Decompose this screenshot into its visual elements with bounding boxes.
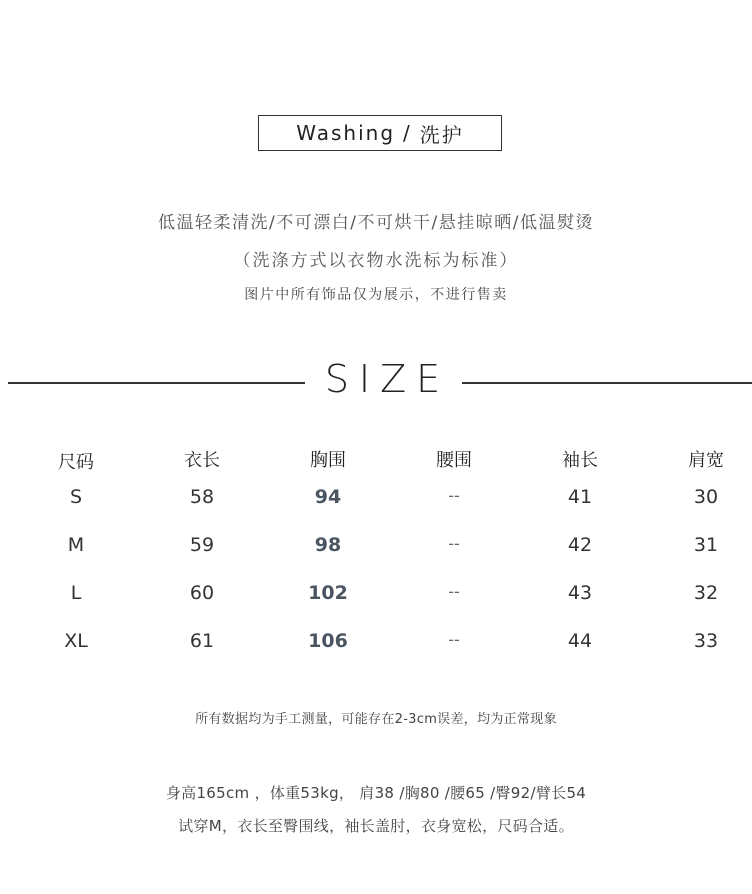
size-divider-left bbox=[8, 382, 305, 384]
washing-title-separator: / bbox=[403, 121, 412, 145]
cell-bust: 94 bbox=[314, 486, 342, 508]
measurement-note: 所有数据均为手工测量，可能存在2-3cm误差，均为正常现象 bbox=[195, 712, 557, 727]
header-shoulder: 肩宽 bbox=[688, 450, 724, 471]
cell-length: 60 bbox=[189, 582, 215, 604]
washing-title-cn: 洗护 bbox=[419, 122, 464, 147]
cell-shoulder: 32 bbox=[693, 582, 719, 604]
header-length: 衣长 bbox=[184, 450, 220, 471]
header-waist: 腰围 bbox=[436, 450, 472, 471]
fit-description: 试穿M，衣长至臀围线，袖长盖肘，衣身宽松，尺码合适。 bbox=[178, 817, 574, 835]
cell-sleeve: 42 bbox=[567, 534, 593, 556]
cell-shoulder: 30 bbox=[693, 486, 719, 508]
care-instructions: 低温轻柔清洗/不可漂白/不可烘干/悬挂晾晒/低温熨烫 bbox=[158, 213, 594, 233]
header-sleeve: 袖长 bbox=[562, 450, 598, 471]
cell-bust: 98 bbox=[314, 534, 342, 556]
cell-size: S bbox=[69, 486, 83, 508]
cell-size: XL bbox=[64, 630, 88, 652]
cell-length: 58 bbox=[189, 486, 215, 508]
table-row bbox=[0, 534, 752, 582]
header-size: 尺码 bbox=[58, 452, 94, 473]
accessory-display-note: 图片中所有饰品仅为展示，不进行售卖 bbox=[244, 287, 508, 303]
washing-title-box bbox=[258, 115, 502, 151]
size-table-header bbox=[0, 438, 752, 486]
cell-size: M bbox=[67, 534, 85, 556]
cell-sleeve: 43 bbox=[567, 582, 593, 604]
size-table bbox=[0, 438, 752, 678]
cell-bust: 102 bbox=[308, 582, 348, 604]
table-row bbox=[0, 630, 752, 678]
washing-title-en: Washing bbox=[296, 121, 396, 145]
cell-sleeve: 41 bbox=[567, 486, 593, 508]
header-bust: 胸围 bbox=[310, 450, 346, 471]
cell-shoulder: 31 bbox=[693, 534, 719, 556]
cell-length: 61 bbox=[189, 630, 215, 652]
cell-waist: -- bbox=[448, 582, 460, 601]
table-row bbox=[0, 582, 752, 630]
cell-sleeve: 44 bbox=[567, 630, 593, 652]
cell-size: L bbox=[70, 582, 82, 604]
table-row bbox=[0, 486, 752, 534]
wash-method-note: （洗涤方式以衣物水洗标为标准） bbox=[233, 251, 519, 271]
cell-waist: -- bbox=[448, 630, 460, 649]
cell-bust: 106 bbox=[308, 630, 348, 652]
model-stats: 身高165cm ，体重53kg， 肩38 /胸80 /腰65 /臀92/臂长54 bbox=[165, 784, 587, 802]
size-section-title: SIZE bbox=[324, 357, 451, 401]
cell-shoulder: 33 bbox=[693, 630, 719, 652]
cell-length: 59 bbox=[189, 534, 215, 556]
size-divider-right bbox=[462, 382, 752, 384]
cell-waist: -- bbox=[448, 486, 460, 505]
cell-waist: -- bbox=[448, 534, 460, 553]
